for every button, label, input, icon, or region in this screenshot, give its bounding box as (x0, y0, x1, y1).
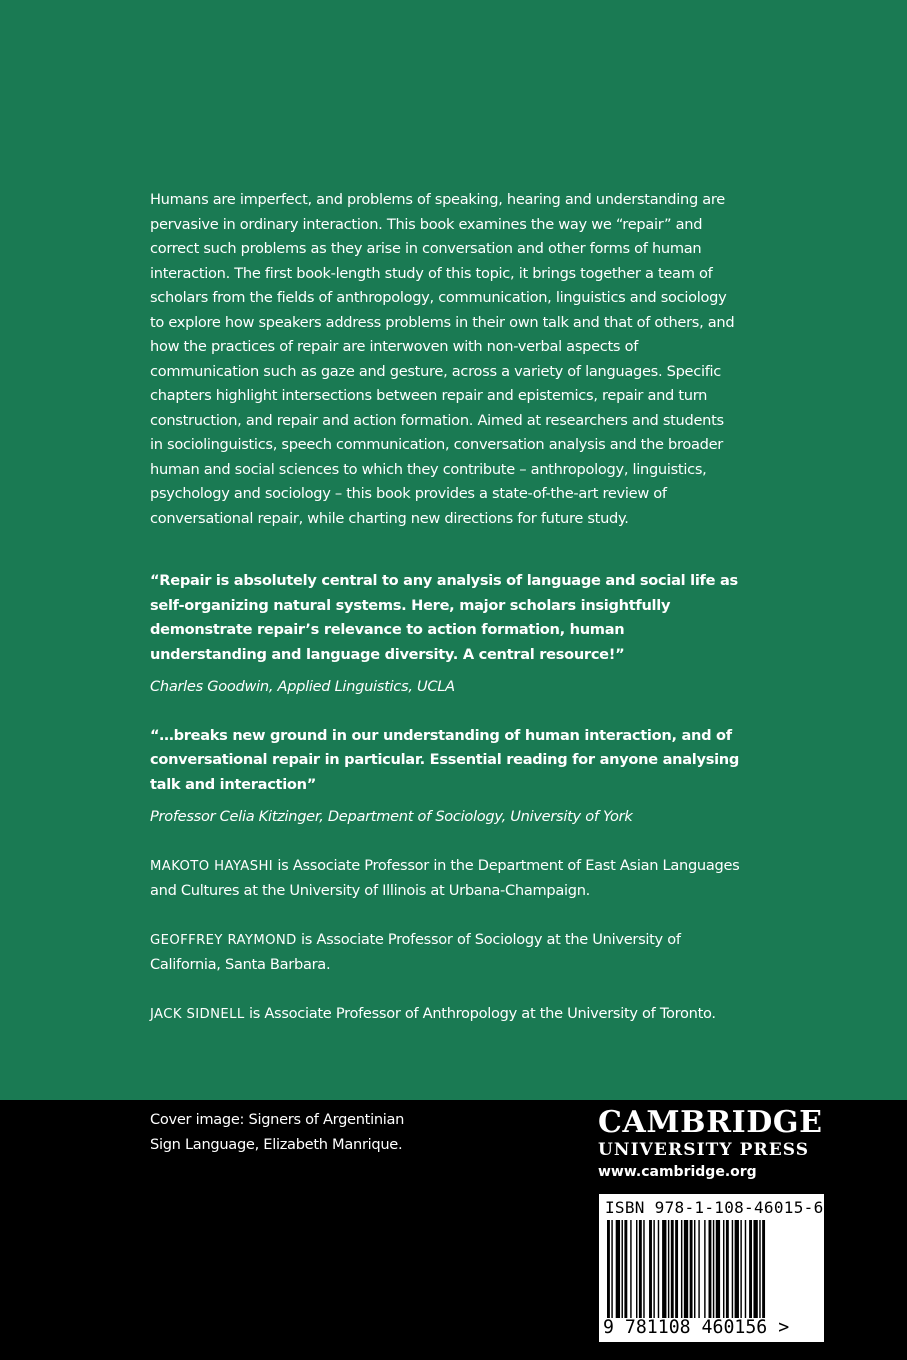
publisher-subtitle: UNIVERSITY PRESS (598, 1140, 810, 1160)
endorsement-attribution: Professor Celia Kitzinger, Department of Sociology, University of York (150, 808, 633, 825)
author-name: JACK SIDNELL (150, 1006, 245, 1022)
author-bio (150, 1002, 740, 1028)
author-bio-text: is Associate Professor of Sociology at the University of California, Santa Barbara. (150, 930, 681, 973)
isbn-barcode (599, 1194, 824, 1342)
footer-band (0, 1100, 907, 1360)
barcode-digits: 9 781108 460156 > (603, 1317, 790, 1338)
publisher-logo (598, 1106, 828, 1182)
publisher-name: CAMBRIDGE (598, 1105, 823, 1140)
isbn-number: ISBN 978-1-108-46015-6 (605, 1198, 824, 1217)
author-bio (150, 928, 740, 978)
author-name: GEOFFREY RAYMOND (150, 932, 297, 948)
endorsement-quote: “…breaks new ground in our understanding of human interaction, and of conversational repair in particular. Essential reading for anyone analysing talk and interaction” (150, 726, 740, 793)
barcode-bars (607, 1220, 815, 1318)
author-bio-text: is Associate Professor of Anthropology at the University of Toronto. (244, 1004, 716, 1022)
endorsement-quote: “Repair is absolutely central to any analysis of language and social life as self-organizing natural systems. Here, major scholars insightfully demonstrate repair’s relevance to action formation, human understanding and language diversity. A central resource!” (150, 572, 738, 663)
author-bio (150, 854, 740, 904)
cover-image-credit: Cover image: Signers of Argentinian Sign Language, Elizabeth Manrique. (150, 1111, 405, 1153)
book-blurb: Humans are imperfect, and problems of speaking, hearing and understanding are pervasive in ordinary interaction. This book examines the way we “repair” and correct such problems as they arise in conversation and other forms of human interaction. The first book-length study of this topic, it brings together a team of scholars from the fields of anthropology, communication, linguistics and sociology to explore how speakers address problems in their own talk and that of others, and how the practices of repair are interwoven with non-verbal aspects of communication such as gaze and gesture, across a variety of languages. Specific chapters highlight intersections between repair and epistemics, repair and turn construction, and repair and action formation. Aimed at researchers and students in sociolinguistics, speech communication, conversation analysis and the broader human and social sciences to which they contribute – anthropology, linguistics, psychology and sociology – this book provides a state-of-the-art review of conversational repair, while charting new directions for future study. (150, 191, 735, 527)
publisher-url: www.cambridge.org (598, 1164, 757, 1180)
author-bio-text: is Associate Professor in the Department of East Asian Languages and Cultures at the University of Illinois at Urbana-Champaign. (150, 856, 740, 899)
cover-text (150, 188, 740, 1027)
endorsement-attribution: Charles Goodwin, Applied Linguistics, UCLA (150, 678, 455, 695)
author-name: MAKOTO HAYASHI (150, 858, 274, 874)
